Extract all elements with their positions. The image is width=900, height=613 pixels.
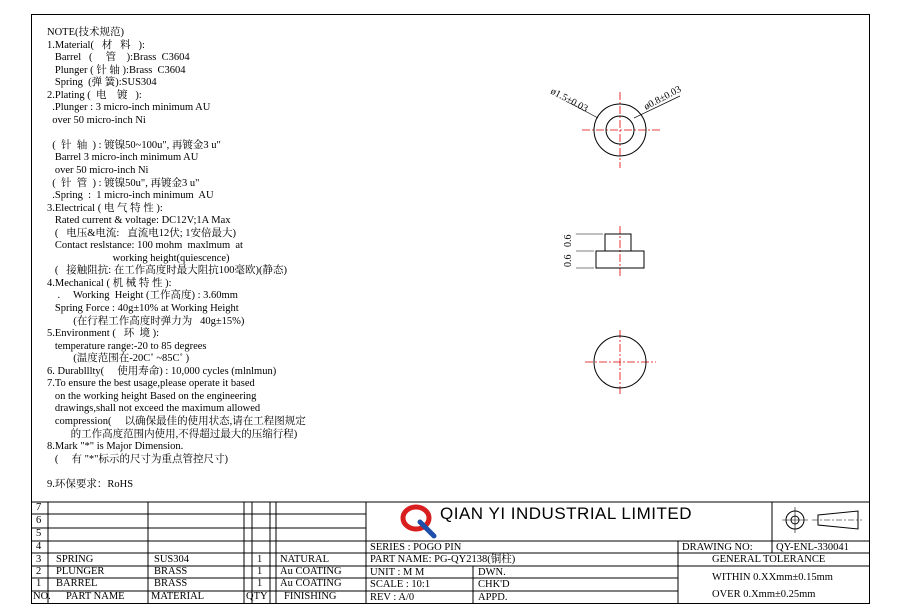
note-line: Rated current & voltage: DC12V;1A Max (47, 215, 231, 227)
note-line: . Working Height (工作高度) : 3.60mm (47, 290, 238, 302)
note-line: 7.To ensure the best usage,please operate it based (47, 378, 255, 390)
note-line: ( 针 轴 ) : 镀镍50~100u", 再镀金3 u" (47, 139, 221, 151)
note-line: Contact reslstance: 100 mohm maxlmum at (47, 240, 243, 252)
bom-row-number: 1 (36, 578, 42, 589)
note-line: Plunger ( 针 轴 ):Brass C3604 (47, 64, 186, 76)
appd-label: APPD. (478, 592, 508, 603)
note-line: 8.Mark "*" is Major Dimension. (47, 441, 184, 453)
tolerance-within: WITHIN 0.XXmm±0.15mm (712, 572, 833, 583)
bom-row-number: 4 (36, 541, 42, 552)
side-view (563, 226, 644, 276)
rev-label: REV : A/0 (370, 592, 415, 603)
note-line: 的工作高度范围内使用,不得超过最大的压缩行程) (47, 428, 298, 440)
bom-finishing: NATURAL (280, 554, 329, 565)
note-line: 9.环保要求：RoHS (47, 478, 134, 490)
note-line: drawings,shall not exceed the maximum allowed (47, 403, 261, 415)
note-line: compression( 以确保最佳的使用状态,请在工程图规定 (47, 415, 306, 427)
bom-part-name: PLUNGER (56, 566, 105, 577)
note-line: 2.Plating ( 电 镀 ): (47, 89, 142, 101)
bom-finishing: Au COATING (280, 578, 342, 589)
projection-symbol-icon (782, 507, 862, 533)
note-line: ( 接触阻抗: 在工作高度时最大阻抗100毫欧)(静态) (47, 265, 288, 277)
drawing-no-label: DRAWING NO: (682, 542, 753, 553)
note-line: on the working height Based on the engineering (47, 390, 257, 402)
bom-qty: 1 (257, 566, 263, 577)
note-line: NOTE(技术规范) (47, 27, 124, 38)
company-logo (403, 507, 434, 536)
note-line: 1.Material( 材 料 ): (47, 39, 145, 51)
bom-material: BRASS (154, 578, 188, 589)
bom-part-name: SPRING (56, 554, 94, 565)
part-name-label: PART NAME: PG-QY2138(铜柱) (370, 554, 516, 565)
bom-header-finishing: FINISHING (284, 591, 337, 602)
note-line: ( 针 管 ) : 镀镍50u", 再镀金3 u" (47, 177, 200, 189)
bom-header-qty: QTY (246, 591, 268, 602)
company-name: QIAN YI INDUSTRIAL LIMITED (440, 504, 692, 523)
bom-material: BRASS (154, 566, 188, 577)
note-line: Barrel 3 micro-inch minimum AU (47, 152, 199, 164)
bom-row-number: 2 (36, 566, 42, 577)
bom-qty: 1 (257, 578, 263, 589)
series-label: SERIES : POGO PIN (370, 542, 462, 553)
bom-header-material: MATERIAL (151, 591, 205, 602)
note-line: 6. Durablllty( 使用寿命) : 10,000 cycles (mlnlmun) (47, 365, 277, 377)
note-line: 5.Environment ( 环 境 ): (47, 328, 159, 340)
note-line: Spring Force : 40g±10% at Working Height (47, 303, 239, 315)
note-line: over 50 micro-inch Ni (47, 165, 149, 177)
unit-label: UNIT : M M (370, 567, 425, 578)
dim-height-2: 0.6 (563, 254, 574, 267)
drawing-no-value: QY-ENL-330041 (776, 542, 849, 553)
bom-material: SUS304 (154, 554, 190, 565)
bom-row-number: 3 (36, 554, 42, 565)
note-line: Barrel ( 管 ):Brass C3604 (47, 52, 190, 64)
note-line: 3.Electrical ( 电 气 特 性 ): (47, 202, 163, 214)
dwn-label: DWN. (478, 567, 506, 578)
note-line: .Spring : 1 micro-inch minimum AU (47, 190, 214, 202)
bom-row-number: 5 (36, 528, 42, 539)
note-line: Spring (弹 簧):SUS304 (47, 77, 157, 89)
note-line: (在行程工作高度时弹力为 40g±15%) (47, 315, 245, 327)
bom-header-no: NO. (33, 591, 51, 602)
bottom-view (585, 330, 656, 394)
chkd-label: CHK'D (478, 579, 510, 590)
note-line: ( 有 "*"标示的尺寸为重点管控尺寸) (47, 453, 228, 465)
bom-header-part-name: PART NAME (66, 591, 125, 602)
note-line: working height(quiescence) (47, 252, 230, 264)
note-line: temperature range:-20 to 85 degrees (47, 340, 207, 352)
tolerance-over: OVER 0.Xmm±0.25mm (712, 589, 816, 600)
scale-label: SCALE : 10:1 (370, 579, 431, 590)
top-view (549, 84, 684, 168)
dim-outer-diameter: ø1.5±0.03 (548, 85, 590, 115)
dim-inner-diameter: ø0.8±0.03 (642, 83, 684, 113)
plunger-step (605, 234, 631, 251)
bom-qty: 1 (257, 554, 263, 565)
bom-finishing: Au COATING (280, 566, 342, 577)
note-line: ( 电压&电流: 直流电12伏; 1安倍最大) (47, 227, 236, 239)
bom-row-number: 6 (36, 515, 42, 526)
note-line: (温度范围在-20C˚ ~85C˚ ) (47, 353, 190, 365)
bom-part-name: BARREL (56, 578, 98, 589)
note-line: .Plunger : 3 micro-inch minimum AU (47, 102, 211, 114)
note-line: over 50 micro-inch Ni (47, 114, 146, 126)
bom-row-number: 7 (36, 502, 42, 513)
dim-height-1: 0.6 (563, 234, 574, 247)
note-line: 4.Mechanical ( 机 械 特 性 ): (47, 277, 172, 289)
general-tolerance-label: GENERAL TOLERANCE (712, 554, 826, 565)
